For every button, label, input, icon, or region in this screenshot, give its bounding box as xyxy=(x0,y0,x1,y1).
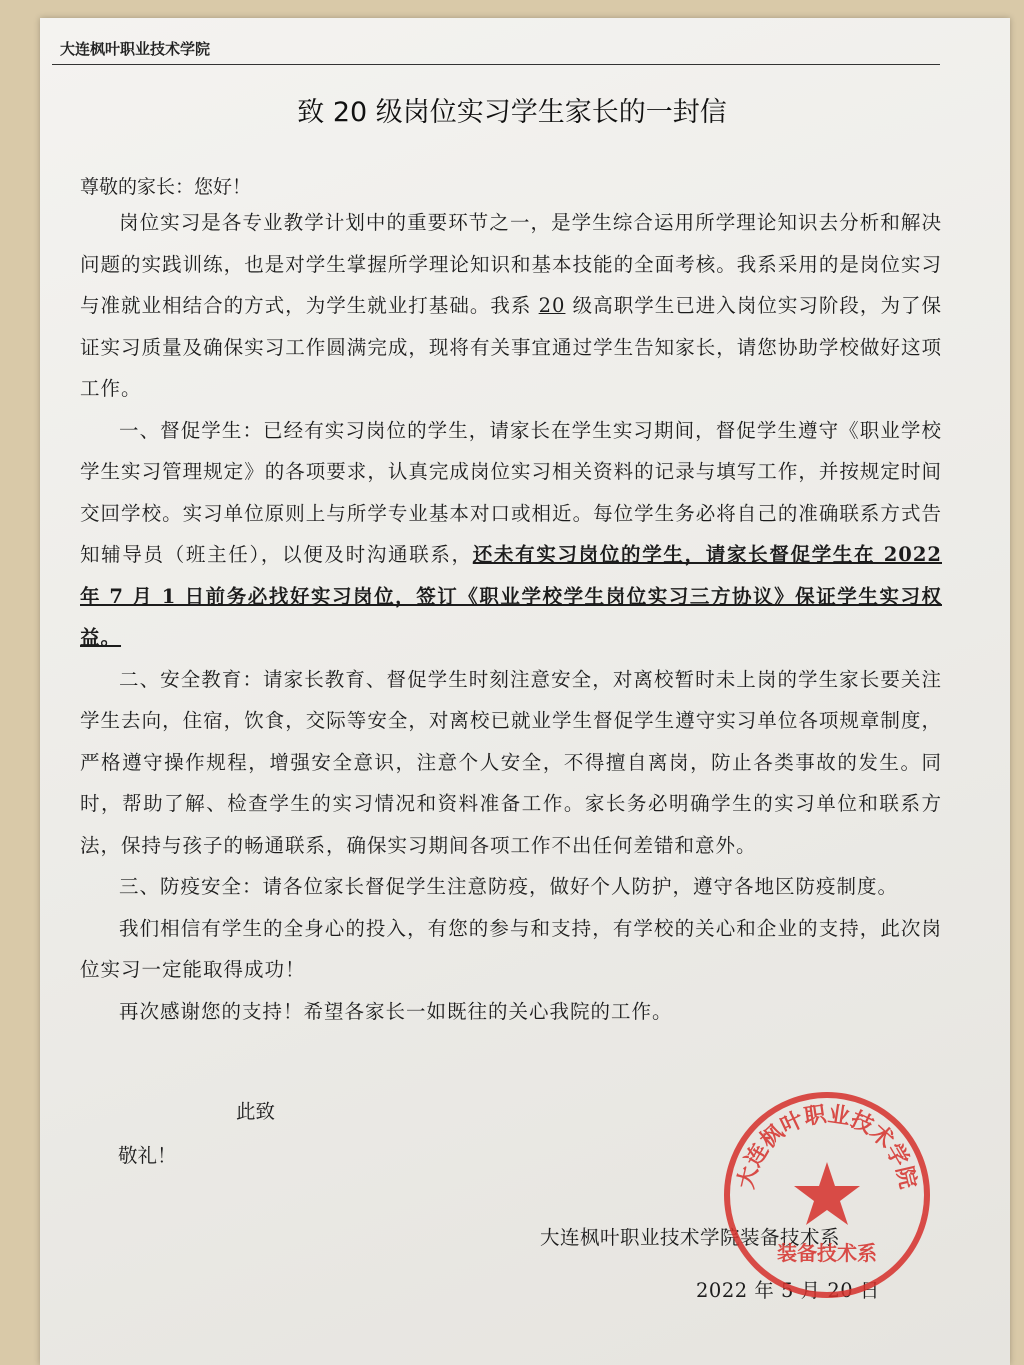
salutation: 尊敬的家长：您好！ xyxy=(80,176,252,198)
paragraph-supervise xyxy=(80,410,942,659)
signature-org: 大连枫叶职业技术学院装备技术系 xyxy=(540,1226,841,1249)
paragraph-supervise-a: 一、督促学生：已经有实习岗位的学生，请家长在学生实习期间，督促学生遵守《职业学校学生实习管理规定》的各项要求，认真完成岗位实习相关资料的记录与填写工作，并按规定时间交回学校。实习单位原则上与所学专业基本对口或相近。每位学生务必将自己的准确联系方式告知辅导员（班主任），以便及时沟通联系， xyxy=(80,418,942,566)
emphasis-deadline: 还未有实习岗位的学生，请家长督促学生在 2022 年 7 月 1 日前务必找好实习岗位，签订《职业学校学生岗位实习三方协议》保证学生实习权益。 xyxy=(80,543,942,649)
letter-title: 致 20 级岗位实习学生家长的一封信 xyxy=(297,97,727,128)
official-seal-icon xyxy=(722,1090,932,1300)
closing-line-2: 敬礼！ xyxy=(118,1144,177,1167)
closing-line-1: 此致 xyxy=(236,1100,276,1123)
paragraph-thanks: 再次感谢您的支持！希望各家长一如既往的关心我院的工作。 xyxy=(119,999,673,1023)
seal-inner-text: 装备技术系 xyxy=(777,1241,877,1265)
seal-outer-text: 大连枫叶职业技术学院 xyxy=(733,1102,921,1192)
paragraph-intro xyxy=(80,202,942,410)
seal-star-icon xyxy=(794,1162,860,1225)
grade-number: 20 xyxy=(538,294,566,317)
paragraph-intro-a: 岗位实习是各专业教学计划中的重要环节之一，是学生综合运用所学理论知识去分析和解决问题的实践训练，也是对学生掌握所学理论知识和基本技能的全面考核。我系采用的是岗位实习与准就业相结合的方式，为学生就业打基础。我系 xyxy=(80,211,942,317)
letterhead-school: 大连枫叶职业技术学院 xyxy=(60,40,211,58)
letter-body xyxy=(80,202,942,1032)
paragraph-intro-b: 级高职学生已进入岗位实习阶段，为了保证实习质量及确保实习工作圆满完成，现将有关事宜通过学生告知家长，请您协助学校做好这项工作。 xyxy=(80,294,942,400)
paragraph-belief: 我们相信有学生的全身心的投入，有您的参与和支持，有学校的关心和企业的支持，此次岗位实习一定能取得成功！ xyxy=(80,916,942,981)
letterhead-rule xyxy=(52,64,940,65)
paragraph-epidemic: 三、防疫安全：请各位家长督促学生注意防疫，做好个人防护，遵守各地区防疫制度。 xyxy=(119,875,899,898)
signature-date: 2022 年 5 月 20 日 xyxy=(696,1279,880,1302)
paragraph-safety: 二、安全教育：请家长教育、督促学生时刻注意安全，对离校暂时未上岗的学生家长要关注学生去向，住宿，饮食，交际等安全，对离校已就业学生督促学生遵守实习单位各项规章制度，严格遵守操作规程，增强安全意识，注意个人安全，不得擅自离岗，防止各类事故的发生。同时，帮助了解、检查学生的实习情况和资料准备工作。家长务必明确学生的实习单位和联系方法，保持与孩子的畅通联系，确保实习期间各项工作不出任何差错和意外。 xyxy=(80,667,942,857)
